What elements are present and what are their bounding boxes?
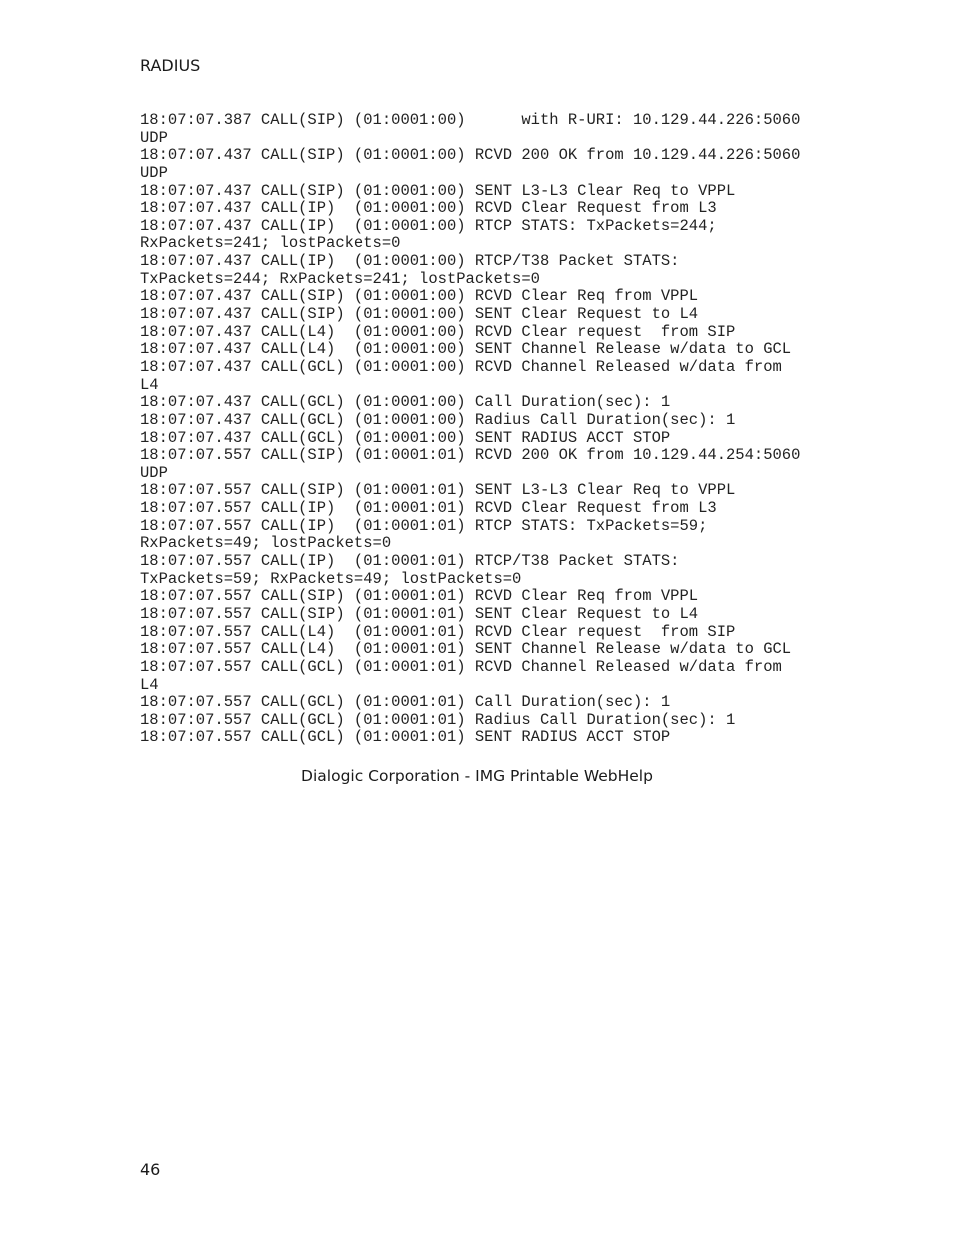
log-line: TxPackets=244; RxPackets=241; lostPackets=0: [140, 269, 540, 288]
log-line: 18:07:07.437 CALL(GCL) (01:0001:00) RCVD Channel Released w/data from: [140, 357, 782, 376]
log-line: 18:07:07.437 CALL(L4) (01:0001:00) SENT Channel Release w/data to GCL: [140, 340, 792, 359]
section-header: RADIUS: [140, 56, 201, 75]
log-line: 18:07:07.437 CALL(SIP) (01:0001:00) RCVD Clear Req from VPPL: [140, 287, 699, 306]
log-line: 18:07:07.437 CALL(GCL) (01:0001:00) Call Duration(sec): 1: [140, 393, 671, 412]
log-line: 18:07:07.437 CALL(SIP) (01:0001:00) SENT L3-L3 Clear Req to VPPL: [140, 181, 736, 200]
log-line: RxPackets=241; lostPackets=0: [140, 234, 401, 253]
document-footer-caption: Dialogic Corporation - IMG Printable WebHelp: [301, 767, 653, 785]
page-number: 46: [140, 1160, 161, 1179]
log-line: 18:07:07.437 CALL(GCL) (01:0001:00) SENT RADIUS ACCT STOP: [140, 428, 671, 447]
log-line: 18:07:07.557 CALL(GCL) (01:0001:01) RCVD Channel Released w/data from: [140, 657, 782, 676]
log-line: RxPackets=49; lostPackets=0: [140, 534, 392, 553]
log-line: 18:07:07.557 CALL(GCL) (01:0001:01) Radius Call Duration(sec): 1: [140, 710, 736, 729]
log-line: 18:07:07.557 CALL(GCL) (01:0001:01) Call Duration(sec): 1: [140, 693, 671, 712]
log-code-block: [140, 112, 800, 747]
log-line: 18:07:07.437 CALL(GCL) (01:0001:00) Radius Call Duration(sec): 1: [140, 410, 736, 429]
log-line: 18:07:07.557 CALL(SIP) (01:0001:01) SENT Clear Request to L4: [140, 604, 699, 623]
log-line: L4: [140, 375, 159, 394]
log-line: 18:07:07.557 CALL(L4) (01:0001:01) SENT Channel Release w/data to GCL: [140, 640, 792, 659]
log-line: 18:07:07.557 CALL(IP) (01:0001:01) RCVD Clear Request from L3: [140, 499, 717, 518]
log-line: UDP: [140, 128, 168, 147]
log-line: 18:07:07.437 CALL(SIP) (01:0001:00) RCVD 200 OK from 10.129.44.226:5060: [140, 146, 801, 165]
log-line: 18:07:07.557 CALL(IP) (01:0001:01) RTCP/T38 Packet STATS:: [140, 552, 680, 571]
log-line: UDP: [140, 163, 168, 182]
log-line: UDP: [140, 463, 168, 482]
log-line: 18:07:07.387 CALL(SIP) (01:0001:00) with R-URI: 10.129.44.226:5060: [140, 111, 801, 129]
log-line: 18:07:07.437 CALL(IP) (01:0001:00) RTCP STATS: TxPackets=244;: [140, 216, 717, 235]
log-line: 18:07:07.557 CALL(SIP) (01:0001:01) SENT L3-L3 Clear Req to VPPL: [140, 481, 736, 500]
log-line: 18:07:07.557 CALL(SIP) (01:0001:01) RCVD Clear Req from VPPL: [140, 587, 699, 606]
log-line: 18:07:07.557 CALL(IP) (01:0001:01) RTCP STATS: TxPackets=59;: [140, 516, 708, 535]
log-line: 18:07:07.437 CALL(L4) (01:0001:00) RCVD Clear request from SIP: [140, 322, 736, 341]
log-line: 18:07:07.557 CALL(L4) (01:0001:01) RCVD Clear request from SIP: [140, 622, 736, 641]
log-line: 18:07:07.557 CALL(SIP) (01:0001:01) RCVD 200 OK from 10.129.44.254:5060: [140, 446, 801, 465]
log-line: TxPackets=59; RxPackets=49; lostPackets=0: [140, 569, 522, 588]
log-line: 18:07:07.557 CALL(GCL) (01:0001:01) SENT RADIUS ACCT STOP: [140, 728, 671, 747]
log-line: 18:07:07.437 CALL(IP) (01:0001:00) RCVD Clear Request from L3: [140, 199, 717, 218]
log-line: L4: [140, 675, 159, 694]
log-line: 18:07:07.437 CALL(SIP) (01:0001:00) SENT Clear Request to L4: [140, 305, 699, 324]
log-line: 18:07:07.437 CALL(IP) (01:0001:00) RTCP/T38 Packet STATS:: [140, 252, 680, 271]
